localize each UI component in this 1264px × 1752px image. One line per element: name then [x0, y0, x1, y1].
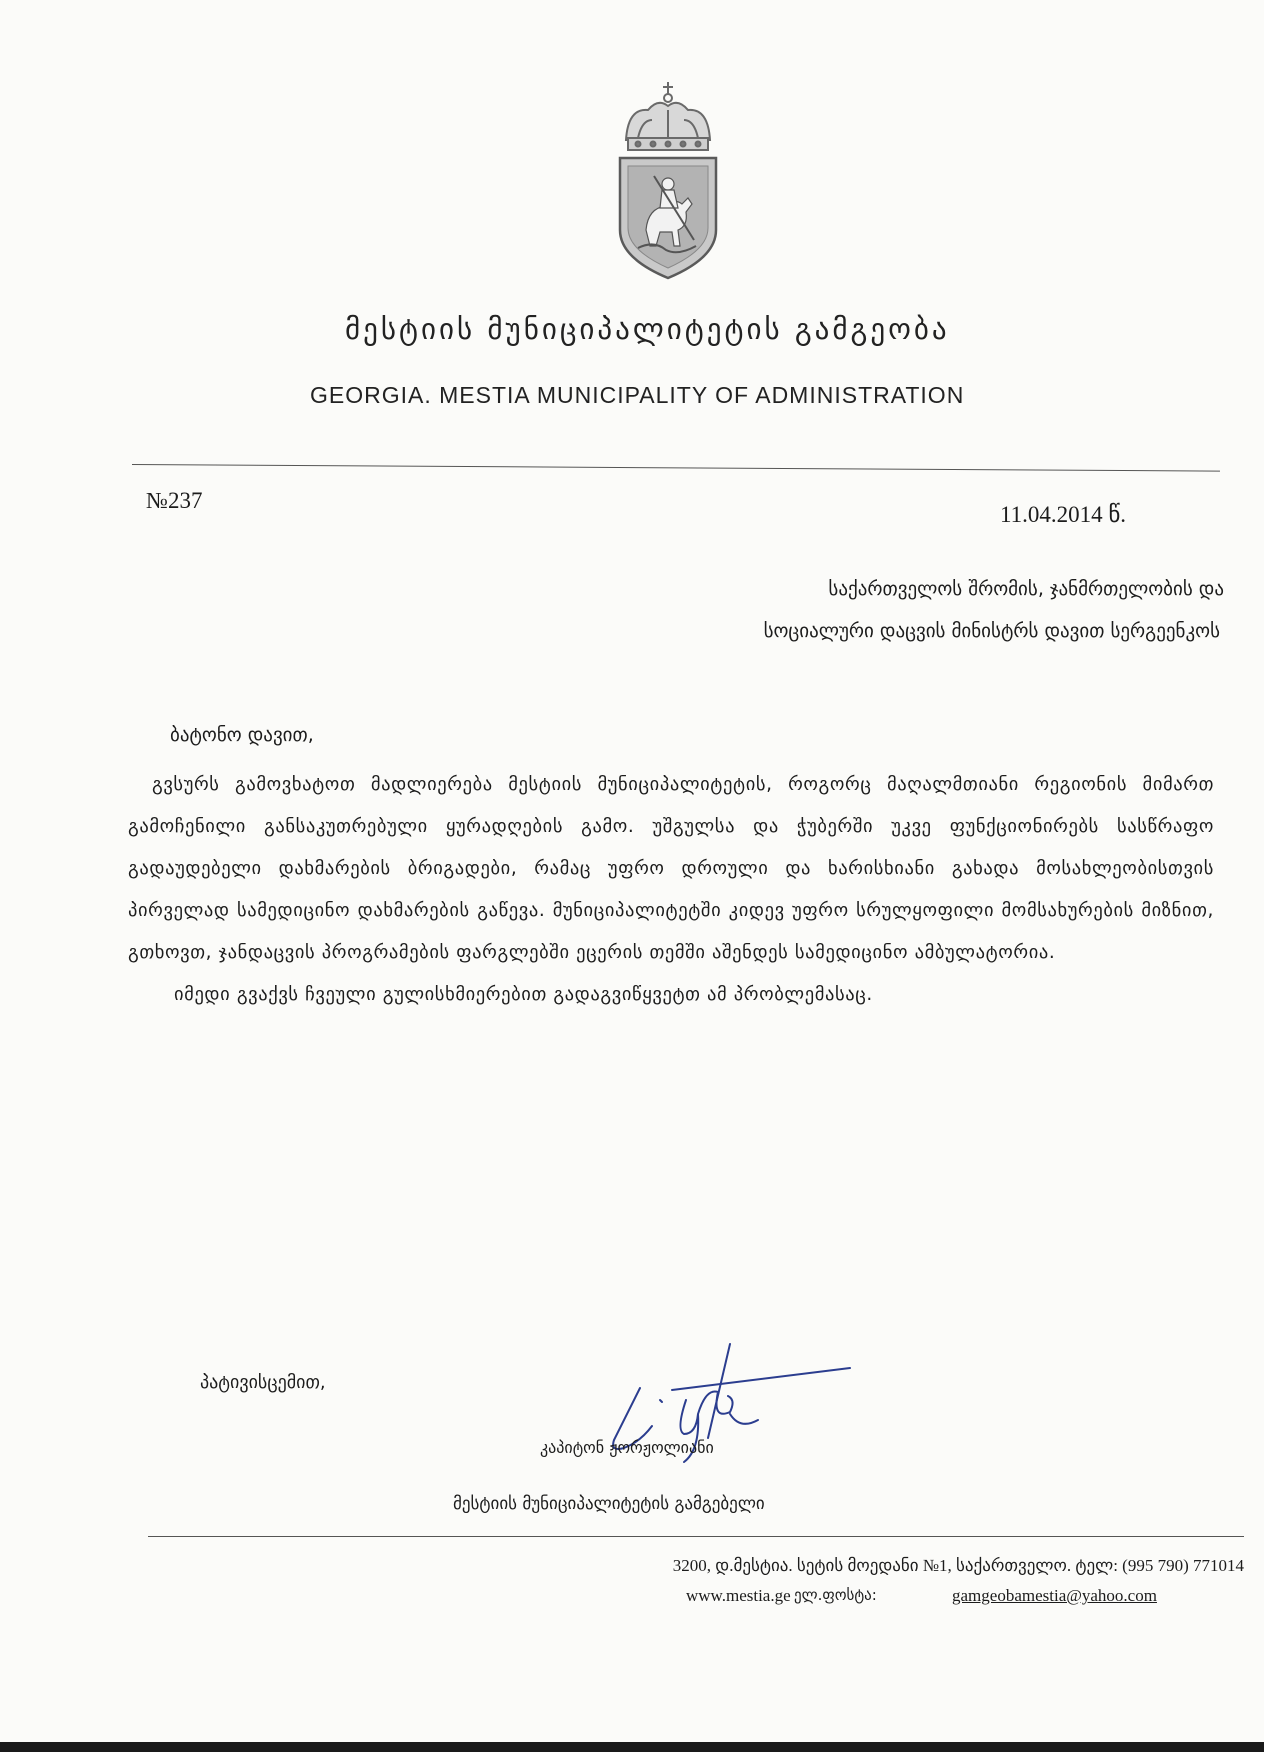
letter-paragraph-2: იმედი გვაქვს ჩვეული გულისხმიერებით გადაგვიწყვეტთ ამ პრობლემასაც. [174, 984, 873, 1005]
footer-website: www.mestia.ge [686, 1586, 791, 1605]
coat-of-arms-emblem [608, 80, 728, 280]
recipient-line-2: სოციალური დაცვის მინისტრს დავით სერგეენკოს [763, 620, 1220, 642]
header-divider [132, 464, 1220, 472]
footer-address: 3200, დ.მესტია. სეტის მოედანი №1, საქართველო. ტელ: (995 790) 771014 [672, 1556, 1244, 1575]
letter-body [128, 764, 1214, 1016]
signer-name: კაპიტონ ჟორჟოლიანი [540, 1438, 714, 1457]
organization-name-georgian: მესტიის მუნიციპალიტეტის გამგეობა [345, 312, 950, 346]
document-date: 11.04.2014 წ. [1000, 502, 1127, 527]
letter-paragraph-1: გვსურს გამოვხატოთ მადლიერება მესტიის მუნიციპალიტეტის, როგორც მაღალმთიანი რეგიონის მიმართ გამოჩენილი განსაკუთრებული ყურადღების გამო. უშგულსა და ჭუბერში უკვე ფუნქციონირებს სასწრაფო გადაუდებელი დახმარების ბრიგადები, რამაც უფრო დროული და ხარისხიანი გახადა მოსახლეობისთვის პირველად სამედიცინო დახმარების გაწევა. მუნიციპალიტეტში კიდევ უფრო სრულყოფილი მომსახურების მიზნით, გთხოვთ, ჯანდაცვის პროგრამების ფარგლებში ეცერის თემში აშენდეს სამედიცინო ამბულატორია. [128, 774, 1214, 963]
scan-border [0, 1742, 1264, 1752]
letter-salutation: ბატონო დავით, [170, 724, 314, 746]
footer-email-label: ელ.ფოსტა: [794, 1586, 877, 1604]
footer-divider [148, 1536, 1244, 1537]
signer-title: მესტიის მუნიციპალიტეტის გამგებელი [453, 1494, 765, 1514]
letter-closing: პატივისცემით, [200, 1372, 326, 1393]
document-number: №237 [146, 488, 203, 513]
footer-email-link[interactable]: gamgeobamestia@yahoo.com [952, 1586, 1157, 1605]
recipient-line-1: საქართველოს შრომის, ჯანმრთელობის და [828, 578, 1224, 600]
organization-name-english: GEORGIA. MESTIA MUNICIPALITY OF ADMINISTRATION [310, 382, 965, 408]
